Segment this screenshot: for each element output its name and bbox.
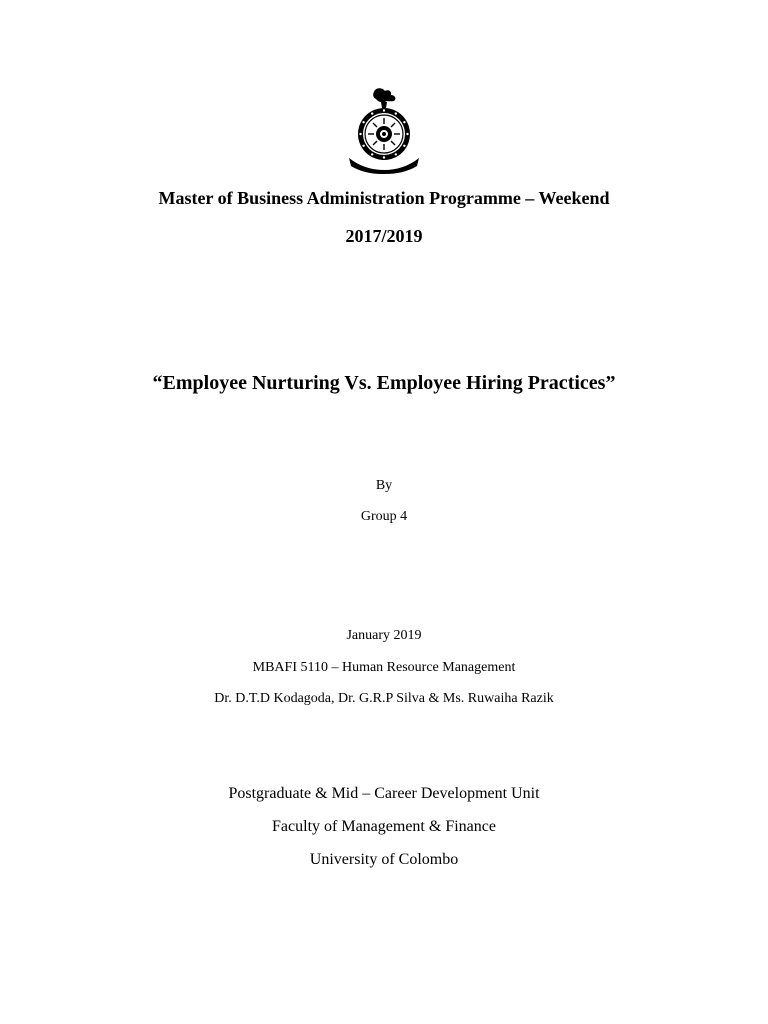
programme-heading: Master of Business Administration Programme – Weekend [158,188,610,208]
programme-years: 2017/2019 [345,226,423,246]
unit-name: Postgraduate & Mid – Career Development Unit [228,785,540,802]
university-crest-logo [345,86,423,174]
document-title: “Employee Nurturing Vs. Employee Hiring Practices” [152,372,616,394]
by-label: By [375,478,393,493]
course-name: MBAFI 5110 – Human Resource Management [252,660,516,675]
submission-date: January 2019 [346,628,422,643]
lecturers: Dr. D.T.D Kodagoda, Dr. G.R.P Silva & Ms. Ruwaiha Razik [214,691,554,706]
group-name: Group 4 [360,509,408,524]
university-name: University of Colombo [309,851,459,868]
faculty-name: Faculty of Management & Finance [272,818,496,835]
